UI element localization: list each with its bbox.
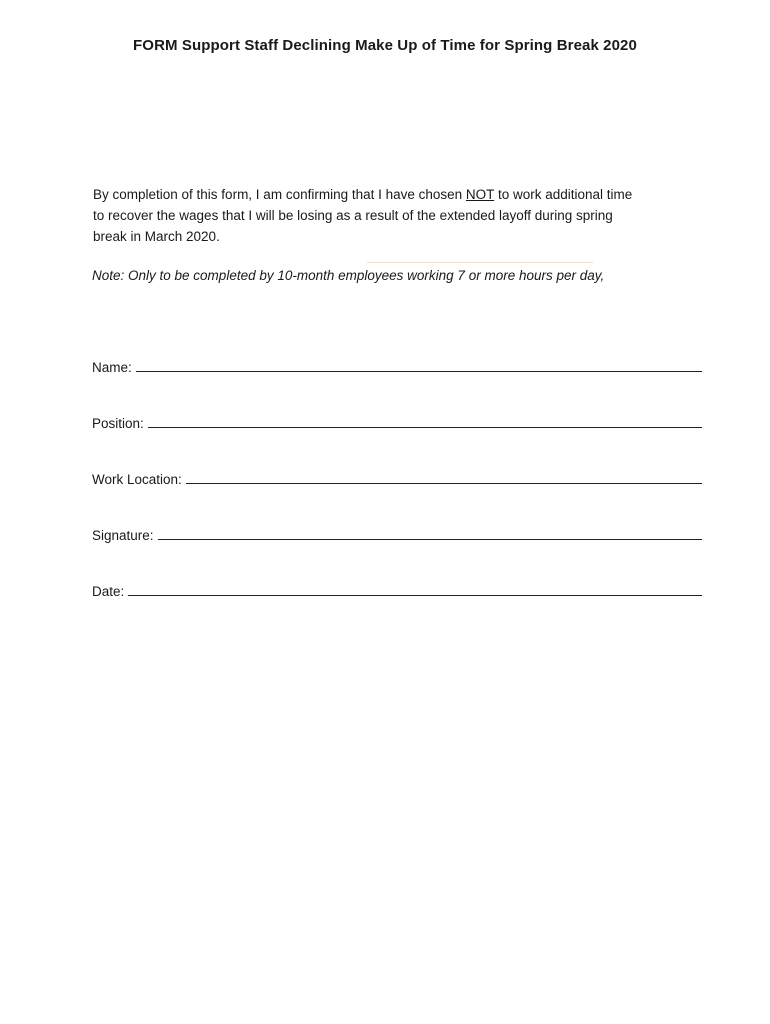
position-field	[92, 411, 702, 431]
work-location-label: Work Location:	[92, 472, 182, 487]
paragraph-line-1-end: to work additional time	[494, 187, 633, 202]
confirmation-paragraph	[93, 184, 693, 247]
name-input-line[interactable]	[136, 357, 702, 372]
paragraph-line-3: break in March 2020.	[93, 229, 220, 244]
work-location-input-line[interactable]	[186, 469, 702, 484]
highlight-rule	[367, 262, 593, 263]
signature-field	[92, 523, 702, 543]
signature-label: Signature:	[92, 528, 154, 543]
position-label: Position:	[92, 416, 144, 431]
date-label: Date:	[92, 584, 125, 599]
name-label: Name:	[92, 360, 132, 375]
eligibility-note: Note: Only to be completed by 10-month employees working 7 or more hours per day,	[92, 268, 605, 283]
date-field	[92, 579, 702, 599]
not-emphasis: NOT	[465, 187, 495, 202]
name-field	[92, 355, 702, 375]
paragraph-line-2: to recover the wages that I will be losing as a result of the extended layoff during spring	[93, 208, 613, 223]
position-input-line[interactable]	[148, 413, 702, 428]
form-title: FORM Support Staff Declining Make Up of Time for Spring Break 2020	[133, 37, 637, 54]
paragraph-line-1-start: By completion of this form, I am confirming that I have chosen	[93, 187, 466, 202]
paragraph-line-1	[93, 184, 693, 205]
work-location-field	[92, 467, 702, 487]
date-input-line[interactable]	[128, 581, 702, 596]
signature-input-line[interactable]	[158, 525, 702, 540]
